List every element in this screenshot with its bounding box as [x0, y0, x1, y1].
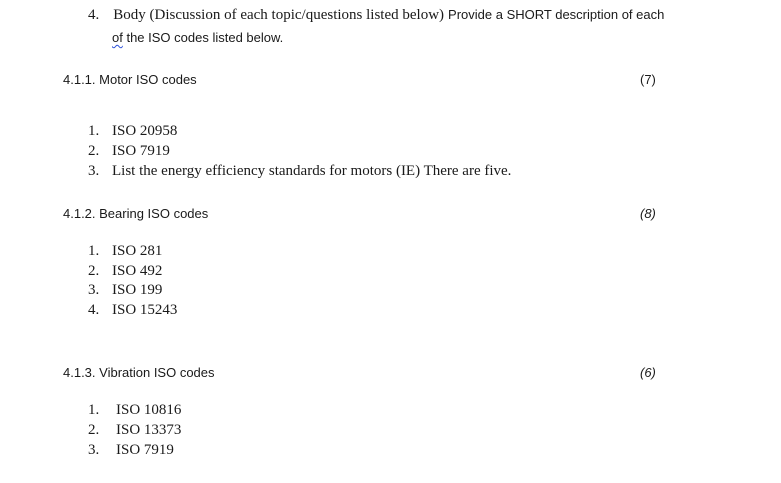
- spellcheck-word: of: [112, 30, 123, 45]
- list-item: [88, 302, 177, 319]
- list-text: ISO 492: [112, 263, 163, 279]
- list-text: ISO 7919: [112, 143, 170, 159]
- section-marks-bearing: (8): [640, 206, 656, 221]
- section-title-bearing: 4.1.2. Bearing ISO codes: [63, 206, 209, 221]
- list-text: ISO 10816: [116, 402, 182, 418]
- list-number: 3.: [88, 442, 100, 458]
- list-number: 4.: [88, 302, 100, 318]
- list-item: [88, 143, 170, 160]
- section-marks-vibration: (6): [640, 365, 656, 380]
- list-item: [88, 442, 174, 459]
- section-title-vibration: 4.1.3. Vibration ISO codes: [63, 365, 215, 380]
- list-text: ISO 281: [112, 243, 163, 259]
- list-item: [88, 263, 162, 280]
- heading-number: 4.: [88, 7, 100, 23]
- list-number: 2.: [88, 143, 100, 159]
- list-item: [88, 282, 162, 299]
- heading-serif-text: Body (Discussion of each topic/questions listed below): [113, 7, 445, 23]
- section-title-motor: 4.1.1. Motor ISO codes: [63, 72, 197, 87]
- list-number: 2.: [88, 422, 100, 438]
- heading-sans-text: Provide a SHORT description of each: [448, 7, 665, 22]
- list-item: [88, 402, 181, 419]
- list-number: 2.: [88, 263, 100, 279]
- list-number: 3.: [88, 163, 100, 179]
- list-text: ISO 199: [112, 282, 163, 298]
- heading-line-1: [88, 6, 664, 24]
- heading-line-2: [112, 30, 283, 45]
- list-number: 1.: [88, 123, 100, 139]
- list-item: [88, 123, 177, 140]
- list-text: List the energy efficiency standards for motors (IE) There are five.: [112, 163, 512, 179]
- list-item: [88, 163, 511, 180]
- list-text: ISO 20958: [112, 123, 178, 139]
- list-number: 3.: [88, 282, 100, 298]
- list-number: 1.: [88, 402, 100, 418]
- list-text: ISO 7919: [116, 442, 174, 458]
- list-item: [88, 243, 162, 260]
- list-text: ISO 13373: [116, 422, 182, 438]
- list-number: 1.: [88, 243, 100, 259]
- list-text: ISO 15243: [112, 302, 178, 318]
- list-item: [88, 422, 181, 439]
- section-marks-motor: (7): [640, 72, 656, 87]
- heading-line-2-rest: the ISO codes listed below.: [126, 30, 284, 45]
